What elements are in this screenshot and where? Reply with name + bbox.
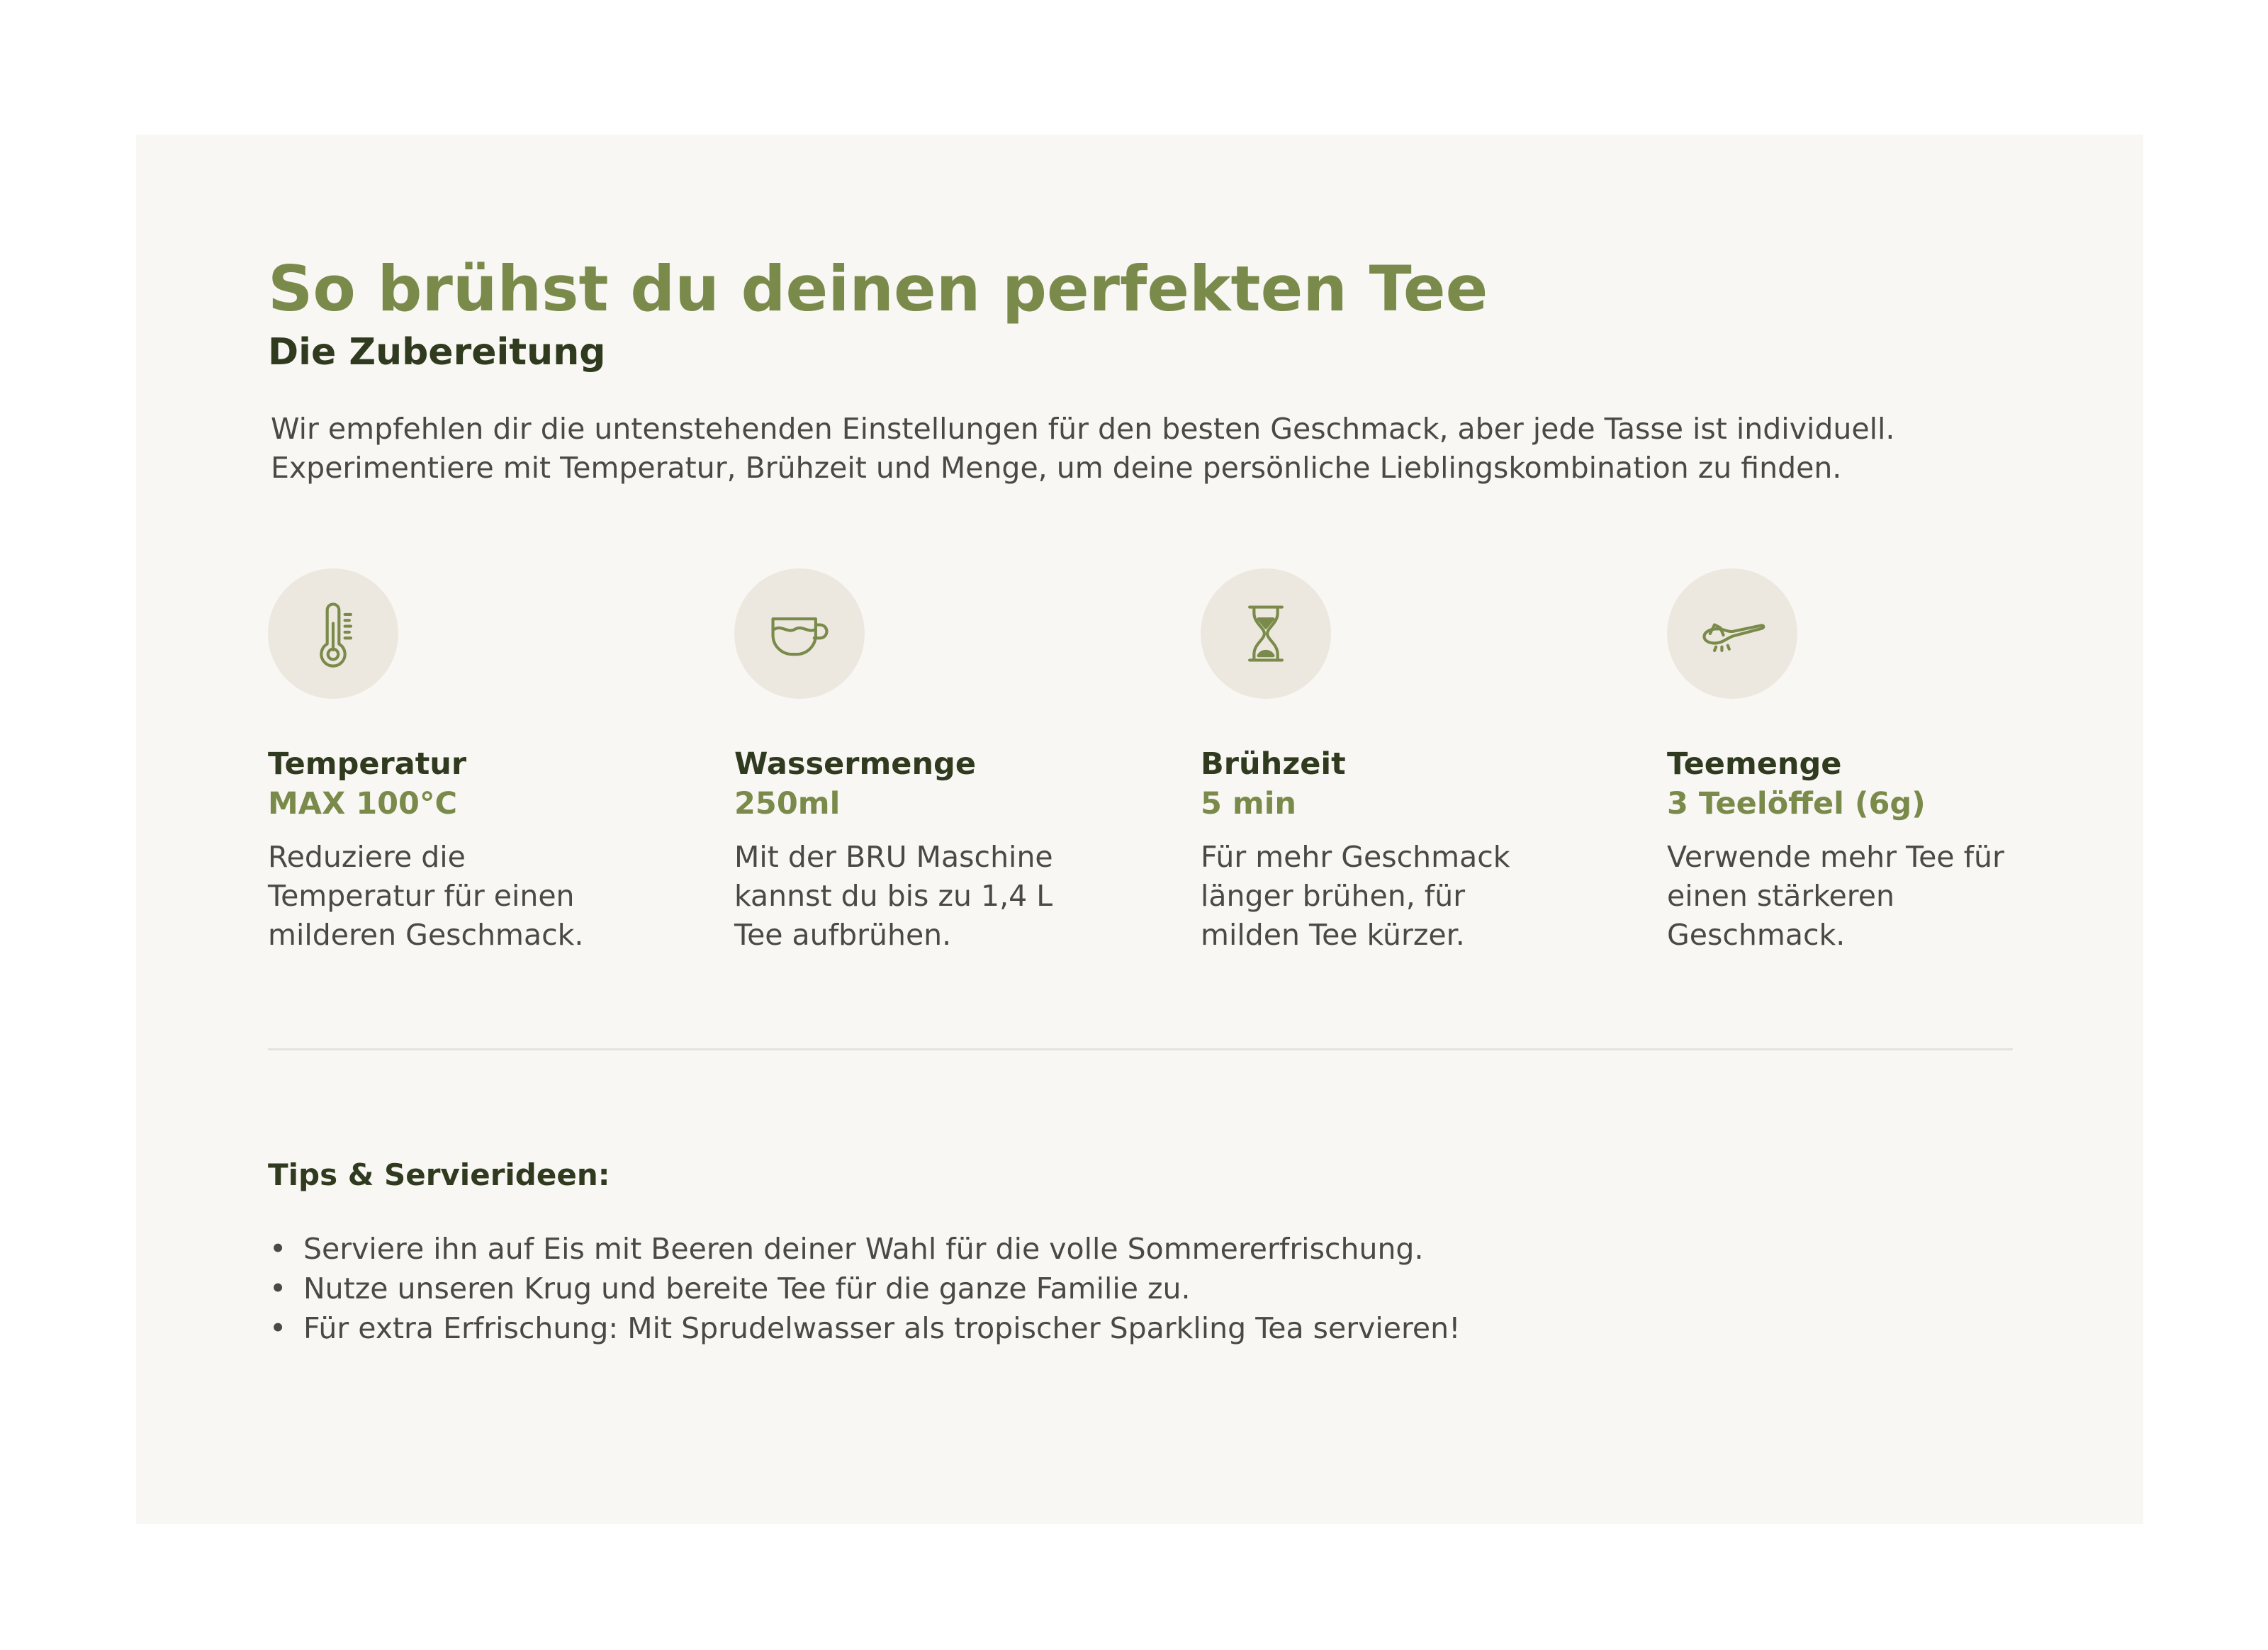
feature-label: Wassermenge: [734, 746, 976, 782]
tip-text: Serviere ihn auf Eis mit Beeren deiner Wahl für die volle Sommererfrischung.: [303, 1232, 1424, 1266]
list-item: [268, 1269, 2013, 1308]
thermometer-icon: [268, 568, 398, 699]
feature-value: 5 min: [1201, 786, 1297, 821]
feature-description: Mit der BRU Maschine kannst du bis zu 1,4 L Tee aufbrühen.: [734, 840, 1053, 952]
list-item: [268, 1308, 2013, 1348]
brewing-guide-content: [268, 251, 2013, 1348]
feature-tea-amount: [1667, 568, 2133, 955]
feature-description: Reduziere die Temperatur für einen milderen Geschmack.: [268, 840, 584, 952]
feature-label: Temperatur: [268, 746, 467, 782]
feature-temperature: [268, 568, 734, 955]
tip-text: Nutze unseren Krug und bereite Tee für die ganze Familie zu.: [303, 1272, 1191, 1306]
teaspoon-icon: [1667, 568, 1797, 699]
feature-value: 3 Teelöffel (6g): [1667, 786, 1926, 821]
tips-title: Tips & Servierideen:: [268, 1157, 610, 1192]
brewing-guide-card: [136, 135, 2143, 1524]
page-title: So brühst du deinen perfekten Tee: [268, 252, 1488, 325]
feature-label: Teemenge: [1667, 746, 1842, 782]
hourglass-icon: [1201, 568, 1331, 699]
feature-value: 250ml: [734, 786, 841, 821]
bullet-icon: •: [269, 1272, 287, 1306]
list-item: [268, 1229, 2013, 1269]
feature-description: Für mehr Geschmack länger brühen, für milden Tee kürzer.: [1201, 840, 1510, 952]
bullet-icon: •: [269, 1311, 287, 1345]
intro-text: Wir empfehlen dir die untenstehenden Einstellungen für den besten Geschmack, aber jede Tasse ist individuell. Experimentiere mit Temperatur, Brühzeit und Menge, um deine persönliche Lieblingskombination zu finden.: [271, 412, 1895, 485]
feature-description: Verwende mehr Tee für einen stärkeren Geschmack.: [1667, 840, 2004, 952]
feature-brewing-time: [1201, 568, 1667, 955]
brewing-settings: [268, 568, 2013, 955]
section-divider: [268, 1048, 2013, 1050]
page-subtitle: Die Zubereitung: [268, 331, 606, 374]
tips-list: [268, 1229, 2013, 1348]
cup-icon: [734, 568, 865, 699]
tip-text: Für extra Erfrischung: Mit Sprudelwasser als tropischer Sparkling Tea servieren!: [303, 1311, 1461, 1345]
feature-label: Brühzeit: [1201, 746, 1346, 782]
bullet-icon: •: [269, 1232, 287, 1266]
feature-water-amount: [734, 568, 1201, 955]
feature-value: MAX 100°C: [268, 786, 458, 821]
